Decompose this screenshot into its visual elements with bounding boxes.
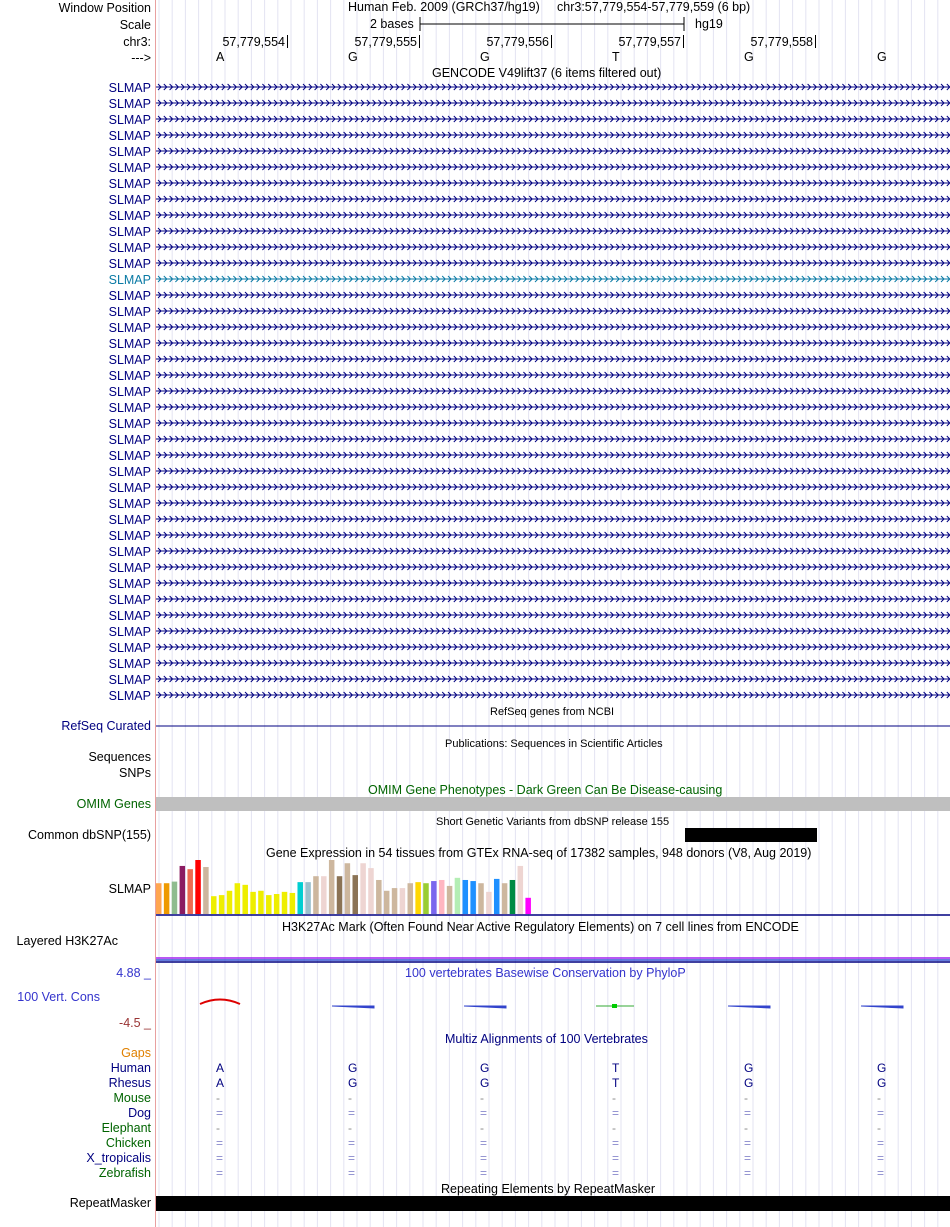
alignment-base: = xyxy=(216,1166,224,1180)
gencode-transcript-label[interactable]: SLMAP xyxy=(108,465,151,479)
gtex-tissue-bar xyxy=(502,883,508,914)
omim-track-title: OMIM Gene Phenotypes - Dark Green Can Be Disease-causing xyxy=(368,783,723,797)
alignment-base: - xyxy=(612,1121,616,1135)
alignment-base: G xyxy=(348,1076,358,1090)
gencode-transcript-label[interactable]: SLMAP xyxy=(108,129,151,143)
gtex-tissue-bar xyxy=(376,880,382,914)
gencode-transcript-label[interactable]: SLMAP xyxy=(108,417,151,431)
coordinate-tick xyxy=(419,35,420,48)
gtex-tissue-bar xyxy=(415,882,421,914)
species-label: Zebrafish xyxy=(98,1166,151,1180)
gtex-tissue-bar xyxy=(203,867,209,914)
gtex-tissue-bar xyxy=(510,880,516,914)
gtex-tissue-bar xyxy=(195,860,201,914)
scale-text: 2 bases xyxy=(370,17,414,31)
alignment-base: - xyxy=(744,1091,748,1105)
gtex-tissue-bar xyxy=(525,898,531,914)
gtex-tissue-bar xyxy=(384,891,390,914)
h3k27ac-track-label[interactable]: Layered H3K27Ac xyxy=(16,934,118,948)
db-text: hg19 xyxy=(695,17,723,31)
gtex-tissue-bar xyxy=(227,891,233,914)
h3k27ac-signal[interactable] xyxy=(156,956,950,966)
track-label-column xyxy=(0,0,156,1227)
alignment-base: = xyxy=(744,1151,752,1165)
gencode-transcript-label[interactable]: SLMAP xyxy=(108,193,151,207)
gencode-transcript-label[interactable]: SLMAP xyxy=(108,113,151,127)
alignment-base: = xyxy=(744,1136,752,1150)
gtex-tissue-bar xyxy=(219,895,225,914)
publications-track-title: Publications: Sequences in Scientific Articles xyxy=(445,738,663,750)
alignment-base: - xyxy=(216,1121,220,1135)
gencode-transcript-label[interactable]: SLMAP xyxy=(108,353,151,367)
alignment-base: G xyxy=(744,1061,754,1075)
gencode-transcript-label[interactable]: SLMAP xyxy=(108,609,151,623)
gencode-transcript-label[interactable]: SLMAP xyxy=(108,257,151,271)
omim-gene-bar[interactable] xyxy=(156,797,950,811)
species-label: Chicken xyxy=(105,1136,151,1150)
gtex-tissue-bar xyxy=(321,876,327,914)
gencode-transcript-label[interactable]: SLMAP xyxy=(108,369,151,383)
gencode-transcript-label[interactable]: SLMAP xyxy=(108,625,151,639)
gtex-tissue-bar xyxy=(235,883,241,914)
species-label: Elephant xyxy=(101,1121,151,1135)
gtex-tissue-bar xyxy=(172,882,178,914)
gtex-tissue-bar xyxy=(353,875,359,914)
gencode-transcript-label[interactable]: SLMAP xyxy=(108,481,151,495)
phylop-negative-dip xyxy=(332,1006,374,1008)
gtex-tissue-bar xyxy=(290,893,296,914)
alignment-base: - xyxy=(744,1121,748,1135)
gtex-tissue-bar xyxy=(313,876,319,914)
gtex-tissue-bar xyxy=(431,881,437,914)
gencode-transcript-label[interactable]: SLMAP xyxy=(108,449,151,463)
alignment-base: G xyxy=(480,1061,490,1075)
phylop-negative-dip xyxy=(861,1006,903,1008)
gencode-transcript-label[interactable]: SLMAP xyxy=(108,689,151,703)
alignment-base: = xyxy=(877,1151,885,1165)
alignment-base: = xyxy=(744,1106,752,1120)
gencode-transcript-label[interactable]: SLMAP xyxy=(108,337,151,351)
window-position-label: Window Position xyxy=(58,1,151,15)
alignment-base: = xyxy=(612,1166,620,1180)
base-letter: T xyxy=(612,50,620,64)
alignment-base: = xyxy=(348,1106,356,1120)
strand-label: ---> xyxy=(131,51,151,65)
repeatmasker-track-label[interactable]: RepeatMasker xyxy=(69,1196,151,1210)
gencode-transcript-label[interactable]: SLMAP xyxy=(108,81,151,95)
gencode-transcript-label[interactable]: SLMAP xyxy=(108,225,151,239)
alignment-base: - xyxy=(480,1091,484,1105)
gtex-tissue-bar xyxy=(266,895,272,914)
gencode-transcript-label[interactable]: SLMAP xyxy=(108,385,151,399)
gtex-tissue-bar xyxy=(250,892,256,914)
coordinate-label: 57,779,558 xyxy=(750,35,813,49)
gencode-track-title: GENCODE V49lift37 (6 items filtered out) xyxy=(432,66,662,80)
gtex-tissue-bar xyxy=(337,876,343,914)
gencode-transcript-label[interactable]: SLMAP xyxy=(108,241,151,255)
alignment-base: = xyxy=(480,1166,488,1180)
base-letter: G xyxy=(744,50,754,64)
gtex-tissue-bar xyxy=(518,866,524,914)
gtex-tissue-bar xyxy=(392,888,398,914)
phylop-negative-dip xyxy=(728,1006,770,1008)
phylop-max-label: 4.88 _ xyxy=(116,966,151,980)
alignment-base: = xyxy=(348,1151,356,1165)
coordinate-tick xyxy=(551,35,552,48)
alignment-base: = xyxy=(612,1151,620,1165)
alignment-base: = xyxy=(216,1106,224,1120)
gencode-transcript-label[interactable]: SLMAP xyxy=(108,145,151,159)
phylop-conservation-plot[interactable] xyxy=(156,995,950,1013)
alignment-base: = xyxy=(877,1136,885,1150)
alignment-base: A xyxy=(216,1061,225,1075)
coordinate-label: 57,779,557 xyxy=(618,35,681,49)
gtex-tissue-bar xyxy=(282,892,288,914)
coordinate-tick xyxy=(287,35,288,48)
phylop-mark xyxy=(612,1004,617,1008)
dbsnp-track-label[interactable]: Common dbSNP(155) xyxy=(28,828,151,842)
gencode-transcript-label[interactable]: SLMAP xyxy=(108,497,151,511)
phylop-min-label: -4.5 _ xyxy=(119,1016,151,1030)
gtex-tissue-bar xyxy=(400,888,406,914)
alignment-base: G xyxy=(877,1076,887,1090)
coordinate-tick xyxy=(815,35,816,48)
refseq-track-label[interactable]: RefSeq Curated xyxy=(61,719,151,733)
coordinate-label: 57,779,554 xyxy=(222,35,285,49)
gtex-tissue-bar xyxy=(258,891,264,914)
gencode-transcript-label[interactable]: SLMAP xyxy=(108,321,151,335)
gtex-tissue-bar xyxy=(274,894,280,914)
gtex-tissue-bar xyxy=(305,882,311,914)
gtex-tissue-bar xyxy=(297,882,303,914)
alignment-base: - xyxy=(216,1091,220,1105)
gencode-transcript-label[interactable]: SLMAP xyxy=(108,577,151,591)
gencode-transcript-label[interactable]: SLMAP xyxy=(108,561,151,575)
gtex-expression-bars[interactable] xyxy=(156,860,950,918)
gencode-transcript-label[interactable]: SLMAP xyxy=(108,305,151,319)
alignment-base: = xyxy=(480,1106,488,1120)
alignment-base: T xyxy=(612,1061,620,1075)
alignment-base: = xyxy=(348,1136,356,1150)
alignment-base: G xyxy=(744,1076,754,1090)
alignment-base: = xyxy=(348,1166,356,1180)
gtex-tissue-bar xyxy=(455,878,461,914)
alignment-base: = xyxy=(877,1106,885,1120)
gtex-tissue-bar xyxy=(486,892,492,914)
gtex-tissue-bar xyxy=(423,883,429,914)
gtex-tissue-bar xyxy=(408,883,414,914)
gtex-tissue-bar xyxy=(368,868,374,914)
gencode-transcript-label[interactable]: SLMAP xyxy=(108,177,151,191)
gtex-tissue-bar xyxy=(329,860,335,914)
alignment-base: A xyxy=(216,1076,225,1090)
alignment-base: T xyxy=(612,1076,620,1090)
coordinate-label: 57,779,555 xyxy=(354,35,417,49)
omim-track-label[interactable]: OMIM Genes xyxy=(76,797,151,811)
alignment-base: - xyxy=(348,1091,352,1105)
repeatmasker-track-title: Repeating Elements by RepeatMasker xyxy=(441,1182,656,1196)
gencode-transcript-label[interactable]: SLMAP xyxy=(108,161,151,175)
phylop-positive-peak xyxy=(200,1000,240,1005)
gtex-tissue-bar xyxy=(180,866,186,914)
alignment-base: = xyxy=(612,1106,620,1120)
alignment-base: - xyxy=(480,1121,484,1135)
gtex-tissue-bar xyxy=(156,883,162,914)
gtex-tissue-bar xyxy=(360,863,366,914)
scale-bar xyxy=(419,16,689,34)
dbsnp-variant-bar[interactable] xyxy=(685,828,817,842)
gtex-tissue-bar xyxy=(470,881,476,914)
gtex-tissue-bar xyxy=(345,863,351,914)
phylop-track-title: 100 vertebrates Basewise Conservation by PhyloP xyxy=(405,966,686,980)
phylop-negative-dip xyxy=(464,1006,506,1008)
alignment-base: - xyxy=(877,1091,881,1105)
gtex-tissue-bar xyxy=(164,883,170,914)
assembly-title: Human Feb. 2009 (GRCh37/hg19) xyxy=(348,0,540,14)
species-label: Dog xyxy=(128,1106,151,1120)
dbsnp-track-title: Short Genetic Variants from dbSNP release 155 xyxy=(436,816,670,828)
gtex-tissue-bar xyxy=(494,879,500,914)
species-label: Rhesus xyxy=(108,1076,151,1090)
gencode-transcript-rows[interactable] xyxy=(156,80,950,705)
scale-label: Scale xyxy=(119,18,151,32)
alignment-base: = xyxy=(216,1136,224,1150)
base-letter: A xyxy=(216,50,225,64)
repeatmasker-bar[interactable] xyxy=(156,1196,950,1211)
species-label: X_tropicalis xyxy=(86,1151,151,1165)
gencode-transcript-label[interactable]: SLMAP xyxy=(108,545,151,559)
gencode-transcript-label[interactable]: SLMAP xyxy=(108,433,151,447)
gtex-tissue-bar xyxy=(447,886,453,914)
gtex-tissue-bar xyxy=(187,869,193,914)
alignment-base: = xyxy=(612,1136,620,1150)
alignment-base: = xyxy=(744,1166,752,1180)
base-letter: G xyxy=(480,50,490,64)
gtex-tissue-bar xyxy=(478,883,484,914)
alignment-base: = xyxy=(480,1151,488,1165)
alignment-base: - xyxy=(877,1121,881,1135)
gencode-transcript-label[interactable]: SLMAP xyxy=(108,273,151,287)
coordinate-label: 57,779,556 xyxy=(486,35,549,49)
gencode-transcript-label[interactable]: SLMAP xyxy=(108,593,151,607)
gtex-tissue-bar xyxy=(211,896,217,914)
alignment-base: = xyxy=(216,1151,224,1165)
alignment-base: G xyxy=(480,1076,490,1090)
gencode-transcript-label[interactable]: SLMAP xyxy=(108,529,151,543)
alignment-base: G xyxy=(348,1061,358,1075)
alignment-base: G xyxy=(877,1061,887,1075)
position-title: chr3:57,779,554-57,779,559 (6 bp) xyxy=(557,0,751,14)
gencode-transcript-label[interactable]: SLMAP xyxy=(108,289,151,303)
gaps-label: Gaps xyxy=(121,1046,151,1060)
base-letter: G xyxy=(348,50,358,64)
gtex-tissue-bar xyxy=(463,880,469,914)
gencode-transcript-label[interactable]: SLMAP xyxy=(108,209,151,223)
gtex-track-label[interactable]: SLMAP xyxy=(108,882,151,896)
base-letter: G xyxy=(877,50,887,64)
gtex-tissue-bar xyxy=(439,880,445,914)
gencode-transcript-label[interactable]: SLMAP xyxy=(108,97,151,111)
gencode-transcript-label[interactable]: SLMAP xyxy=(108,673,151,687)
phylop-track-label[interactable]: 100 Vert. Cons xyxy=(17,990,100,1004)
alignment-base: = xyxy=(877,1166,885,1180)
gencode-transcript-label[interactable]: SLMAP xyxy=(108,513,151,527)
refseq-track-title: RefSeq genes from NCBI xyxy=(490,706,615,718)
alignment-base: = xyxy=(480,1136,488,1150)
refseq-gene-line[interactable] xyxy=(156,724,950,728)
gencode-transcript-label[interactable]: SLMAP xyxy=(108,641,151,655)
gtex-tissue-bar xyxy=(242,885,248,914)
gencode-transcript-label[interactable]: SLMAP xyxy=(108,657,151,671)
sequences-track-label[interactable]: Sequences xyxy=(88,750,151,764)
multiz-track-title: Multiz Alignments of 100 Vertebrates xyxy=(445,1032,648,1046)
gtex-track-title: Gene Expression in 54 tissues from GTEx RNA-seq of 17382 samples, 948 donors (V8, Aug 2019) xyxy=(266,846,812,860)
chrom-label: chr3: xyxy=(123,35,151,49)
snps-track-label[interactable]: SNPs xyxy=(119,766,151,780)
species-label: Mouse xyxy=(113,1091,151,1105)
h3k27ac-track-title: H3K27Ac Mark (Often Found Near Active Regulatory Elements) on 7 cell lines from ENCODE xyxy=(282,920,799,934)
species-label: Human xyxy=(110,1061,151,1075)
coordinate-tick xyxy=(683,35,684,48)
gencode-transcript-label[interactable]: SLMAP xyxy=(108,401,151,415)
alignment-base: - xyxy=(348,1121,352,1135)
alignment-base: - xyxy=(612,1091,616,1105)
